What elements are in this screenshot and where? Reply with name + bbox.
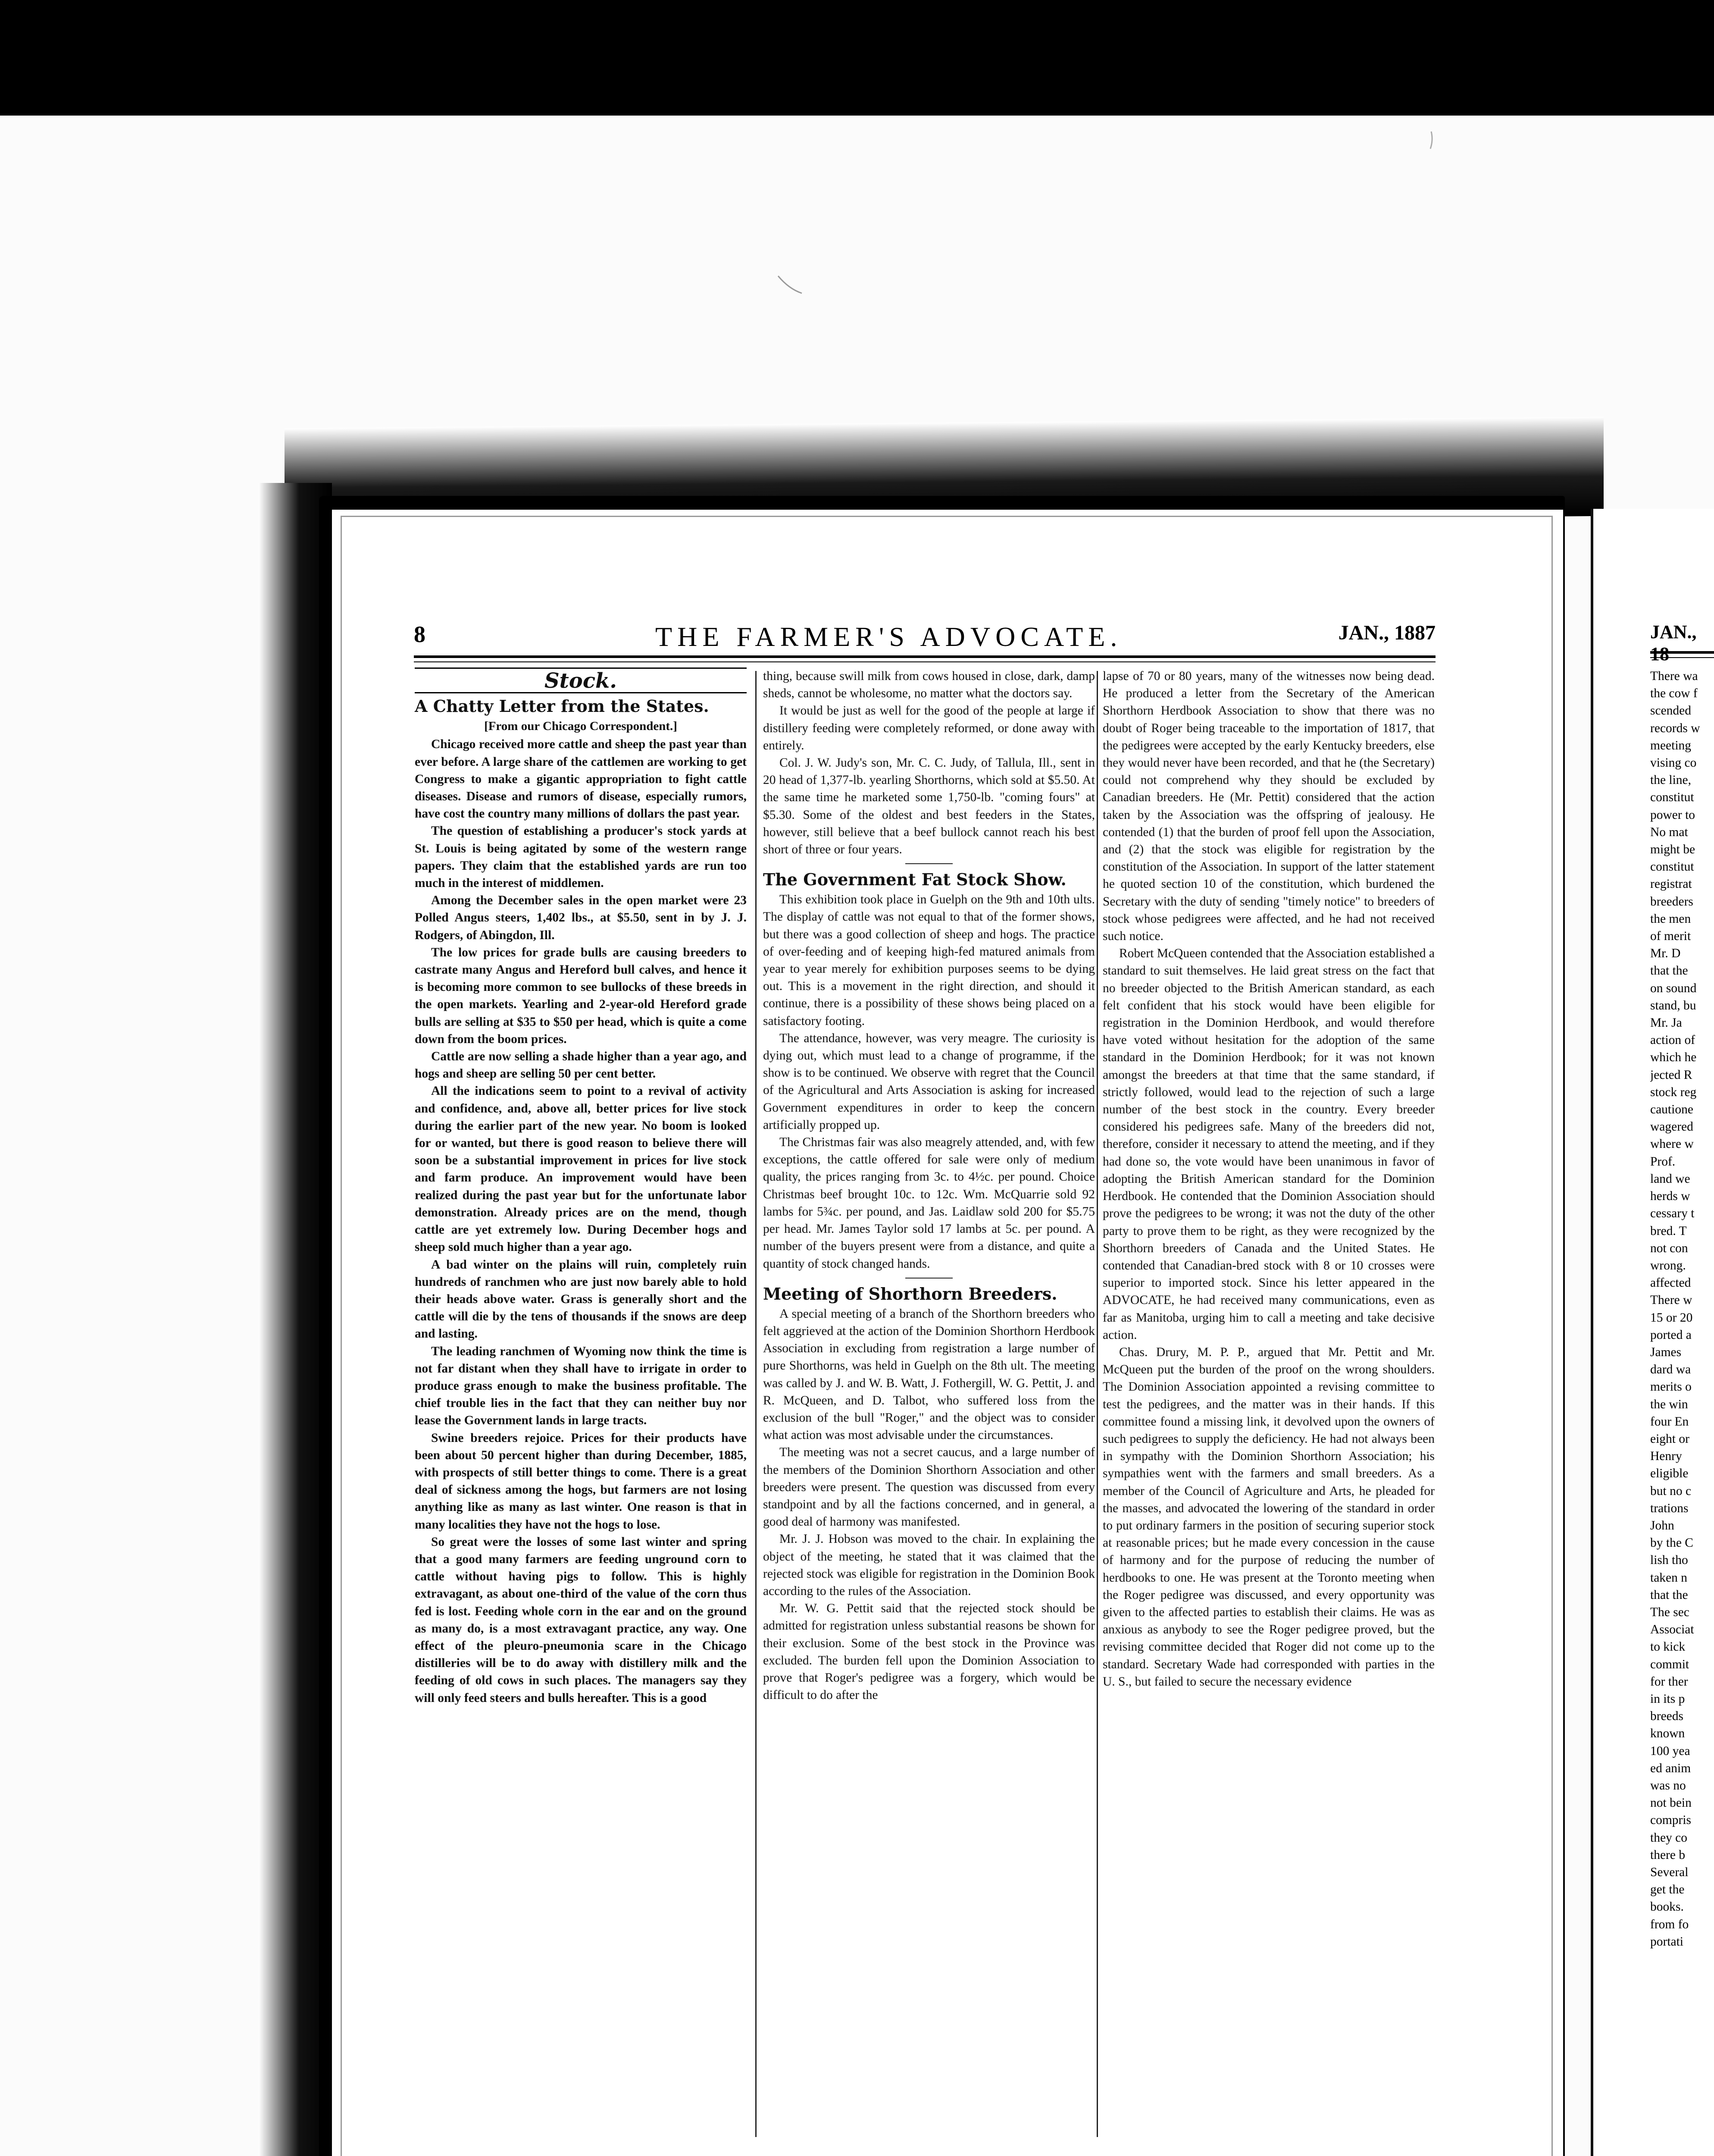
next-page-line: Associat [1650, 1623, 1694, 1637]
paragraph: A special meeting of a branch of the Shorthorn breeders who felt aggrieved at the action of the Dominion Shorthorn Herdbook Association in excluding from registration a large number of pure Shorthorns, was held in Guelph on the 8th ult. The meeting was called by J. and W. B. Watt, J. Fothergill, W. G. Pettit, J. and R. McQueen, and D. Talbot, who suffered loss from the exclusion of the bull "Roger," and the object was to consider what action was most advisable under the circumstances. [763, 1307, 1095, 1442]
column-1 [415, 667, 747, 1707]
article-title: The Government Fat Stock Show. [763, 870, 1067, 890]
next-page-line: that the [1650, 1588, 1688, 1602]
pencil-mark [1423, 129, 1440, 151]
next-page-line: known [1650, 1727, 1685, 1741]
next-page-line: for ther [1650, 1674, 1688, 1689]
paragraph: The attendance, however, was very meagre. The curiosity is dying out, which must lead to a change of programme, if the show is to be continued. We observe with regret that the Council of the Agricultural and Arts Association is asking for increased Government expenditures in order to keep the concern artificially propped up. [763, 1031, 1095, 1132]
page-header [414, 621, 1436, 651]
paragraph: lapse of 70 or 80 years, many of the witnesses now being dead. He produced a letter from the Secretary of the American Shorthorn Herdbook Association to show that there was no doubt of Roger being traceable to the importation of 1817, that the pedigrees were accepted by the early Kentucky breeders, else they would never have been recorded, and that he (the Secretary) could not comprehend why they should be excluded by Canadian breeders. He (Mr. Pettit) considered that the action taken by the Association was the offspring of jealousy. He contended (1) that the burden of proof fell upon the Association, and (2) that the stock was eligible for registration by the constitution of the Association. In support of the latter statement he quoted section 10 of the constitution, which burdened the Secretary with the duty of sending "timely notice" to breeders of stock whose pedigrees were affected, and he had not received such notice. [1103, 669, 1435, 943]
paragraph: Swine breeders rejoice. Prices for their products have been about 50 percent higher than during December, 1885, with prospects of still better things to come. There is a great deal of sickness among the hogs, but farmers are not losing anything like as many as last winter. One reason is that in many localities they have not the hogs to lose. [415, 1431, 747, 1532]
next-page-header: JAN., 18 [1650, 621, 1697, 664]
section-heading: Stock. [544, 669, 617, 693]
article-byline: [From our Chicago Correspondent.] [484, 719, 677, 733]
next-page-line: Mr. D [1650, 946, 1681, 961]
next-page-header-rule [1650, 651, 1714, 658]
next-page-line: No mat [1650, 825, 1688, 839]
next-page-line: registrat [1650, 877, 1692, 891]
next-page-line: ported a [1650, 1328, 1692, 1342]
separator [905, 863, 953, 864]
next-page-line: stand, bu [1650, 998, 1696, 1012]
next-page-line: was no [1650, 1779, 1686, 1792]
column-3 [1103, 667, 1435, 1690]
next-page-line: dard wa [1650, 1363, 1691, 1377]
next-page-line: not bein [1650, 1796, 1692, 1810]
next-page-line: not con [1650, 1241, 1688, 1255]
paragraph: Chas. Drury, M. P. P., argued that Mr. Pettit and Mr. McQueen put the burden of the proof on the wrong shoulders. The Dominion Association appointed a revising committee to test the pedigrees, and the matter was in their hands. If this committee found a missing link, it devolved upon the owners of such pedigrees to supply the deficiency. He had not always been in sympathy with the Dominion Shorthorn Association; his sympathies went with the farmers and small breeders. As a member of the Council of Agriculture and Arts, he pleaded for the masses, and advocated the lowering of the standard in order to put ordinary farmers in the position of securing superior stock at reasonable prices; but he made every concession in the cause of harmony and for the purpose of reducing the number of herdbooks to one. He was present at the Toronto meeting when the Roger pedigree was discussed, and every opportunity was given to the affected parties to establish their claims. He was as anxious as anybody to see the Roger pedigree proved, but the revising committee decided that Roger did not come up to the standard. Secretary Wade had corresponded with parties in the U. S., but failed to secure the necessary evidence [1103, 1345, 1435, 1689]
next-page-line: of merit [1650, 929, 1691, 943]
paragraph: The question of establishing a producer's stock yards at St. Louis is being agitated by some of the western range papers. They claim that the established yards are run too much in the interest of middlemen. [415, 824, 747, 890]
next-page-line: land we [1650, 1172, 1690, 1186]
next-page-line: Henry [1650, 1449, 1682, 1463]
next-page-line: jected R [1650, 1068, 1692, 1082]
pencil-mark [776, 272, 810, 298]
next-page-line: the cow f [1650, 686, 1698, 701]
next-page-line: The sec [1650, 1605, 1689, 1619]
next-page-line: where w [1650, 1137, 1694, 1151]
next-page-line: to kick [1650, 1640, 1686, 1654]
next-page-line: bred. T [1650, 1224, 1687, 1238]
paragraph: Among the December sales in the open market were 23 Polled Angus steers, 1,402 lbs., at $5.50, sent in by J. J. Rodgers, of Abingdon, Ill. [415, 893, 747, 942]
next-page-line: meeting [1650, 738, 1692, 752]
next-page-line: the line, [1650, 773, 1692, 787]
next-page-line: in its p [1650, 1692, 1685, 1706]
next-page-line: from fo [1650, 1917, 1689, 1931]
article-title: A Chatty Letter from the States. [415, 696, 709, 716]
next-page-line: scended [1650, 704, 1692, 718]
next-page-line: wagered [1650, 1120, 1693, 1134]
next-page-line: that the [1650, 964, 1688, 978]
paragraph: The leading ranchmen of Wyoming now think the time is not far distant when they shall have to irrigate in order to produce grass enough to make the business profitable. The chief trouble lies in the fact that they can neither buy nor lease the Government lands in large tracts. [415, 1344, 747, 1428]
next-page-line: eight or [1650, 1432, 1689, 1446]
next-page-line: John [1650, 1518, 1674, 1532]
paragraph: Col. J. W. Judy's son, Mr. C. C. Judy, of Tallula, Ill., sent in 20 head of 1,377-lb. yearling Shorthorns, which sold at $5.50. At the same time he marketed some 1,750-lb. "coming fours" at $5.30. Some of the oldest and best feeders in the States, however, still believe that a beef bullock cannot reach his best short of three or four years. [763, 756, 1095, 857]
next-page-line: There w [1650, 1293, 1692, 1307]
next-page-line: There wa [1650, 669, 1698, 683]
paragraph: thing, because swill milk from cows housed in close, dark, damp sheds, cannot be wholesome, no matter what the doctors say. [763, 669, 1095, 701]
next-page-line: commit [1650, 1657, 1689, 1671]
paragraph: Mr. W. G. Pettit said that the rejected stock should be admitted for registration unless substantial reasons be shown for their exclusion. Some of the best stock in the Province was excluded. The burden fell upon the Dominion Association to prove that Roger's pedigree was a forgery, which would be difficult to do after the [763, 1601, 1095, 1702]
next-page-line: cessary t [1650, 1206, 1695, 1221]
next-page-line: there b [1650, 1848, 1686, 1862]
paragraph: It would be just as well for the good of the people at large if distillery feeding were completely reformed, or done away with entirely. [763, 704, 1095, 752]
next-page-line: herds w [1650, 1189, 1690, 1203]
next-page-line: on sound [1650, 981, 1697, 995]
next-page-line: four En [1650, 1414, 1689, 1429]
next-page-line: action of [1650, 1033, 1695, 1047]
paragraph: The meeting was not a secret caucus, and a large number of the members of the Dominion Shorthorn Association and other breeders were present. The question was discussed from every standpoint and by all the factions concerned, and in general, a good deal of harmony was manifested. [763, 1445, 1095, 1529]
column-divider [1097, 671, 1098, 2137]
paragraph: A bad winter on the plains will ruin, completely ruin hundreds of ranchmen who are just now barely able to hold their heads above water. Grass is generally short and the cattle will die by the tens of thousands if the snows are deep and lasting. [415, 1257, 747, 1341]
masthead-title: THE FARMER'S ADVOCATE. [655, 621, 1123, 652]
next-page-line: by the C [1650, 1536, 1693, 1550]
next-page-line: get the [1650, 1883, 1685, 1897]
next-page-line: trations [1650, 1501, 1689, 1515]
next-page-text [1650, 667, 1714, 1950]
next-page-line: cautione [1650, 1103, 1693, 1117]
separator [905, 1278, 953, 1279]
paragraph: Chicago received more cattle and sheep the past year than ever before. A large share of the cattlemen are working to get Congress to make a gigantic appropriation to fight cattle diseases. Disease and rumors of disease, especially rumors, have cost the country many millions of dollars the past year. [415, 737, 747, 821]
next-page-line: affected [1650, 1276, 1691, 1290]
next-page-line: 100 yea [1650, 1744, 1690, 1758]
header-rule [414, 655, 1436, 662]
article-title: Meeting of Shorthorn Breeders. [763, 1284, 1057, 1304]
paragraph: Mr. J. J. Hobson was moved to the chair. In explaining the object of the meeting, he stated that it was claimed that the rejected stock was eligible for registration in the Dominion Book according to the rules of the Association. [763, 1532, 1095, 1598]
next-page-line: they co [1650, 1830, 1688, 1845]
paragraph: This exhibition took place in Guelph on the 9th and 10th ults. The display of cattle was not equal to that of the former shows, but there was a good collection of sheep and hogs. The practice of over-feeding and of keeping high-fed matured animals from year to year merely for exhibition purposes seems to be dying out. This is a movement in the right direction, and should it continue, there is a possibility of these shows being placed on a satisfactory footing. [763, 893, 1095, 1028]
next-page-line: breeds [1650, 1709, 1683, 1724]
next-page-line: Mr. Ja [1650, 1016, 1682, 1030]
next-page-line: but no c [1650, 1484, 1692, 1498]
next-page-line: the men [1650, 912, 1691, 926]
paragraph: All the indications seem to point to a revival of activity and confidence, and, above all, better prices for live stock during the earlier part of the new year. No boom is looked for or wanted, but there is good reason to believe there will soon be a substantial improvement in prices for live stock and farm produce. An improvement would have been realized during the past year but for the unfortunate labor demonstration. Already prices are on the mend, though cattle are yet extremely low. During December hogs and sheep sold much higher than a year ago. [415, 1084, 747, 1254]
next-page-line: eligible [1650, 1467, 1689, 1481]
next-page-line: constitut [1650, 790, 1694, 805]
next-page-line: merits o [1650, 1380, 1692, 1394]
next-page-line: James [1650, 1345, 1682, 1359]
next-page-line: breeders [1650, 894, 1693, 909]
next-page-line: lish tho [1650, 1553, 1688, 1567]
next-page-line: taken n [1650, 1570, 1688, 1585]
next-page-line: Prof. [1650, 1154, 1676, 1169]
next-page-line: portati [1650, 1934, 1684, 1949]
next-page-line: wrong. [1650, 1258, 1686, 1272]
next-page-line: stock reg [1650, 1085, 1697, 1099]
next-page-line: compris [1650, 1813, 1692, 1827]
next-page-line: ed anim [1650, 1761, 1691, 1775]
next-page-line: Several [1650, 1865, 1689, 1880]
next-page-line: might be [1650, 843, 1695, 857]
next-page-line: records w [1650, 721, 1700, 735]
next-page-line: the win [1650, 1397, 1688, 1411]
paragraph: The Christmas fair was also meagrely attended, and, with few exceptions, the cattle offered for sale were only of medium quality, the prices ranging from 3c. to 4½c. per pound. Choice Christmas beef brought 10c. to 12c. Wm. McQuarrie sold 92 lambs for 5¾c. per pound, and Jas. Laidlaw sold 200 for $5.75 per head. Mr. James Taylor sold 17 lambs at 5c. per pound. A number of the buyers present were from a distance, and quite a quantity of stock changed hands. [763, 1135, 1095, 1271]
column-divider [755, 671, 757, 2137]
issue-date: JAN., 1887 [1338, 621, 1436, 644]
next-page-line: vising co [1650, 756, 1697, 770]
paragraph: Robert McQueen contended that the Association established a standard to suit themselves. He laid great stress on the fact that no breeder objected to the British American standard, as each felt confident that his stock would have been eligible for registration in the Dominion Herdbook, and would therefore have voted without hesitation for the adoption of the same standard in the Dominion Herdbook; for it was not known amongst the breeders at that time that the same standard, if strictly followed, would lead to the rejection of such a large number of the best stock in the country. Every breeder considered his pedigrees safe. Many of the breeders did not, therefore, consider it necessary to attend the meeting, and if they had done so, the vote would have been unanimous in favor of adopting the British American standard for the Dominion Herdbook. He contended that the Dominion Association should prove the pedigrees to be wrong; it was not the duty of the other party to prove them to be right, as they were recognized by the Shorthorn breeders of Canada and the United States. He contended that Canadian-bred stock with 8 or 10 crosses were superior to imported stock. Since his letter appeared in the ADVOCATE, he had received many communications, even as far as Manitoba, urging him to call a meeting and take decisive action. [1103, 946, 1435, 1342]
paragraph: The low prices for grade bulls are causing breeders to castrate many Angus and Hereford bull calves, and hence it is becoming more common to see bullocks of these breeds in the open markets. Yearling and 2-year-old Hereford grade bulls are selling at $35 to $50 per head, which is quite a come down from the boom prices. [415, 945, 747, 1046]
next-page-line: which he [1650, 1050, 1697, 1065]
paragraph: Cattle are now selling a shade higher than a year ago, and hogs and sheep are selling 50 per cent better. [415, 1050, 747, 1081]
paragraph: So great were the losses of some last winter and spring that a good many farmers are feeding unground corn to cattle without having pigs to follow. This is highly extravagant, as about one-third of the value of the corn thus fed is lost. Feeding whole corn in the ear and on the ground as many do, is a most extravagant practice, any way. One effect of the pleuro-pneumonia scare in the Chicago distilleries will be to do away with distillery milk and the feeding of old cows in such places. The managers say they will only feed steers and bulls hereafter. This is a good [415, 1535, 747, 1705]
next-page-line: constitut [1650, 860, 1694, 874]
column-2 [763, 667, 1095, 1704]
page-number: 8 [414, 621, 425, 647]
next-page-line: 15 or 20 [1650, 1310, 1693, 1325]
next-page-line: power to [1650, 808, 1695, 822]
next-page-line: books. [1650, 1900, 1684, 1914]
